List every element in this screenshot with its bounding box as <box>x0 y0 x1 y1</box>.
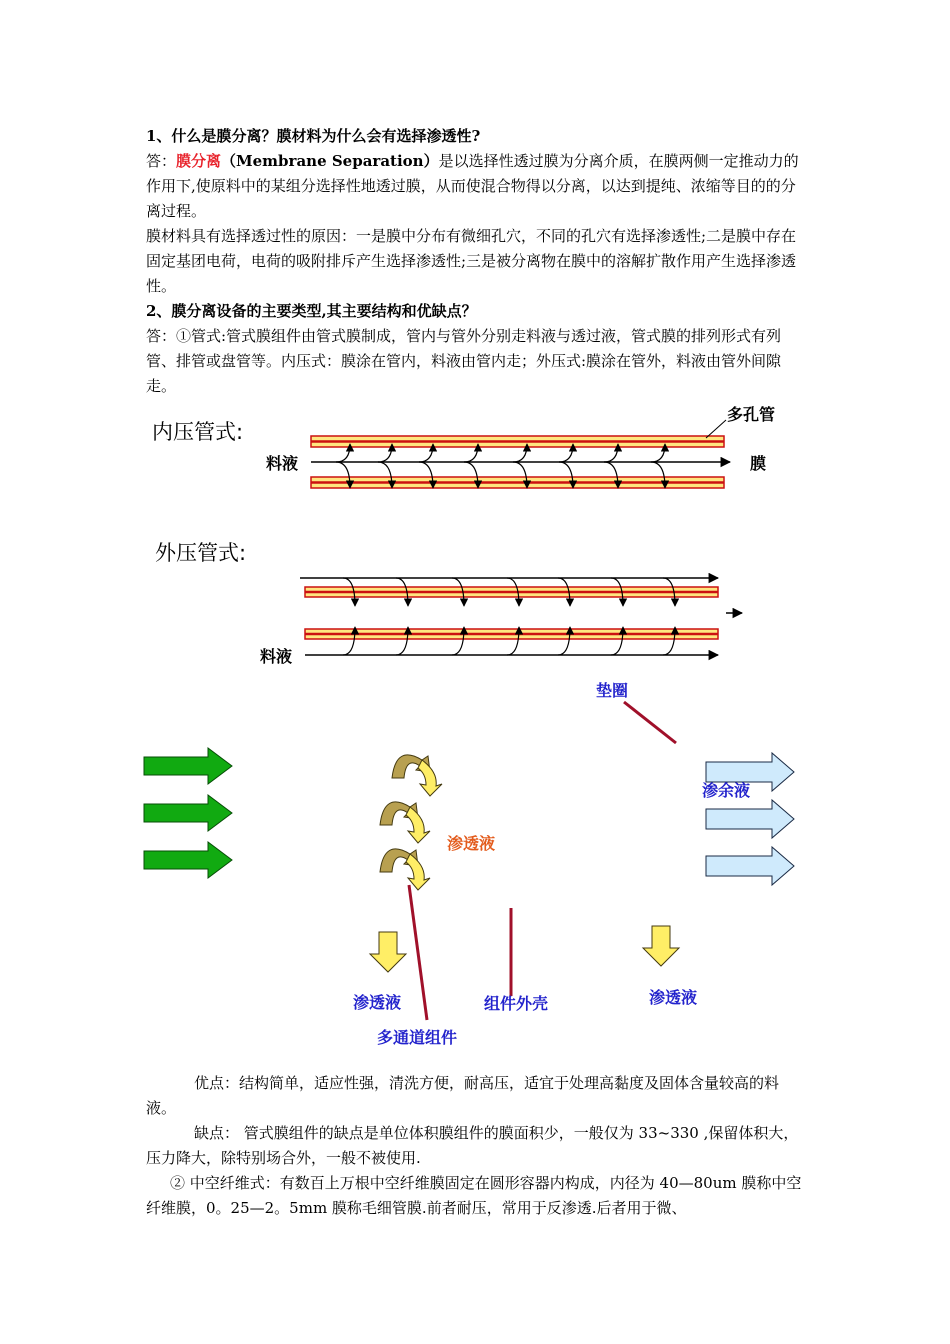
retentate-label: 渗余液 <box>702 781 751 800</box>
porous-tube-label: 多孔管 <box>727 405 776 424</box>
answer-text: 是以选择性透过膜为分离介质，在膜两侧一定推动力的作用下,使原料中的某组分选择性地透过膜，从而使混合物得以分离，以达到提纯、浓缩等目的的分离过程。 <box>146 152 799 220</box>
q1-reason: 膜材料具有选择透过性的原因：一是膜中分布有微细孔穴，不同的孔穴有选择渗透性;二是膜中存在固定基团电荷，电荷的吸附排斥产生选择渗透性;三是被分离物在膜中的溶解扩散作用产生选择渗透性。 <box>146 227 797 295</box>
curved-permeate-arrow-head <box>406 854 430 890</box>
multichannel-pointer <box>409 885 427 1020</box>
outer-pressure-title: 外压管式: <box>155 541 247 565</box>
cons-text: 缺点： 管式膜组件的缺点是单位体积膜组件的膜面积少，一般仅为 33~330 ,保留体积大，压力降大，除特别场合外，一般不被使用. <box>146 1124 799 1167</box>
gasket-label: 垫圈 <box>596 681 629 700</box>
feed-label-outer: 料液 <box>260 647 293 666</box>
permeate-right-label: 渗透液 <box>649 988 698 1007</box>
inner-pressure-title: 内压管式: <box>152 420 244 444</box>
hollow-fiber-text: ② 中空纤维式：有数百上万根中空纤维膜固定在圆形容器内构成，内径为 40—80um 膜称中空纤维膜，0。25—2。5mm 膜称毛细管膜.前者耐压，常用于反渗透.后者用于微、 <box>146 1174 802 1217</box>
multichannel-module <box>144 702 794 1020</box>
shell-label: 组件外壳 <box>484 994 549 1013</box>
term-english: （Membrane Separation） <box>221 152 439 170</box>
permeate-down-block-arrow <box>370 932 406 972</box>
gasket-pointer <box>624 702 676 743</box>
q2-answer: 答：①管式:管式膜组件由管式膜制成，管内与管外分别走料液与透过液，管式膜的排列形式有列管、排管或盘管等。内压式：膜涂在管内，料液由管内走；外压式:膜涂在管外，料液由管外间隙走。 <box>146 327 782 395</box>
permeate-center-label: 渗透液 <box>447 834 496 853</box>
membrane-label: 膜 <box>750 454 767 473</box>
permeate-left-label: 渗透液 <box>353 993 402 1012</box>
q2-title: 2、膜分离设备的主要类型,其主要结构和优缺点？ <box>146 302 477 320</box>
feed-block-arrow <box>144 748 232 784</box>
feed-block-arrow <box>144 795 232 831</box>
retentate-block-arrow <box>706 847 794 885</box>
feed-block-arrow <box>144 842 232 878</box>
pros-text: 优点：结构简单，适应性强，清洗方便，耐高压，适宜于处理高黏度及固体含量较高的料液。 <box>146 1074 780 1117</box>
feed-label: 料液 <box>266 454 299 473</box>
term-membrane-separation: 膜分离 <box>176 152 222 170</box>
outer-pressure-tube <box>300 578 742 655</box>
permeate-down-block-arrow <box>643 926 679 966</box>
curved-permeate-arrow-head <box>418 760 442 796</box>
q1-title: 1、什么是膜分离？膜材料为什么会有选择渗透性? <box>146 127 481 145</box>
multichannel-label: 多通道组件 <box>377 1028 458 1047</box>
curved-permeate-arrow-head <box>406 807 430 843</box>
retentate-block-arrow <box>706 800 794 838</box>
answer-prefix: 答： <box>146 152 177 170</box>
inner-pressure-tube <box>311 420 730 488</box>
